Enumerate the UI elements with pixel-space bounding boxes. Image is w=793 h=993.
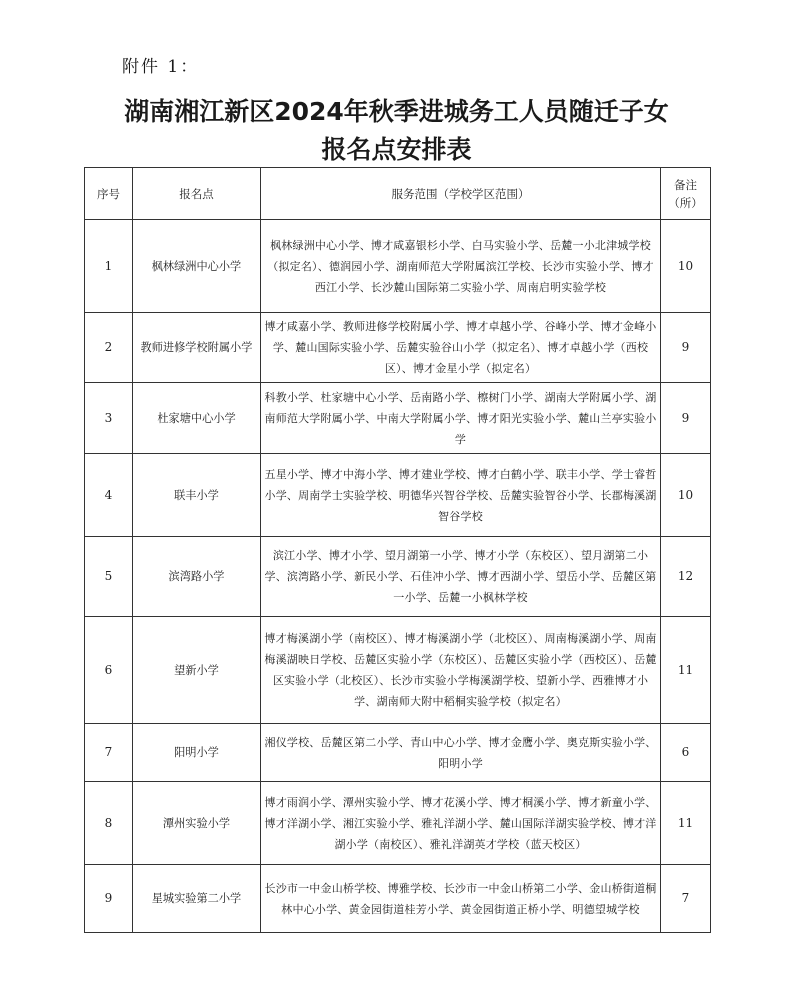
row-scope: 枫林绿洲中心小学、博才咸嘉银杉小学、白马实验小学、岳麓一小北津城学校（拟定名）、德润园小学、湖南师范大学附属滨江学校、长沙市实验小学、博才西江小学、长沙麓山国际第二实验小学、周南启明实验学校 <box>261 220 661 313</box>
row-index: 2 <box>85 313 133 383</box>
table-header-row <box>85 168 711 220</box>
table-row <box>85 724 711 782</box>
row-scope: 博才梅溪湖小学（南校区）、博才梅溪湖小学（北校区）、周南梅溪湖小学、周南梅溪湖映日学校、岳麓区实验小学（东校区）、岳麓区实验小学（西校区）、岳麓区实验小学（北校区）、长沙市实验小学梅溪湖学校、望新小学、西雅博才小学、湖南师大附中稻桐实验学校（拟定名） <box>261 617 661 724</box>
table-row <box>85 313 711 383</box>
row-site: 杜家塘中心小学 <box>133 383 261 454</box>
header-index: 序号 <box>85 168 133 220</box>
row-index: 1 <box>85 220 133 313</box>
header-scope: 服务范围（学校学区范围） <box>261 168 661 220</box>
table-row <box>85 383 711 454</box>
row-index: 9 <box>85 865 133 933</box>
table-row <box>85 537 711 617</box>
row-note: 11 <box>661 782 711 865</box>
row-site: 滨湾路小学 <box>133 537 261 617</box>
row-index: 4 <box>85 454 133 537</box>
table-row <box>85 454 711 537</box>
row-index: 6 <box>85 617 133 724</box>
row-note: 11 <box>661 617 711 724</box>
row-note: 9 <box>661 313 711 383</box>
row-site: 潭州实验小学 <box>133 782 261 865</box>
table-row <box>85 865 711 933</box>
row-site: 枫林绿洲中心小学 <box>133 220 261 313</box>
table-row <box>85 617 711 724</box>
document-title-line2: 报名点安排表 <box>321 135 472 164</box>
row-index: 7 <box>85 724 133 782</box>
row-index: 8 <box>85 782 133 865</box>
row-scope: 博才咸嘉小学、教师进修学校附属小学、博才卓越小学、谷峰小学、博才金峰小学、麓山国际实验小学、岳麓实验谷山小学（拟定名）、博才卓越小学（西校区）、博才金星小学（拟定名） <box>261 313 661 383</box>
attachment-label: 附件 1： <box>122 57 200 77</box>
row-note: 9 <box>661 383 711 454</box>
row-scope: 滨江小学、博才小学、望月湖第一小学、博才小学（东校区）、望月湖第二小学、滨湾路小学、新民小学、石佳冲小学、博才西湖小学、望岳小学、岳麓区第一小学、岳麓一小枫林学校 <box>261 537 661 617</box>
registration-table <box>84 167 711 933</box>
row-note: 7 <box>661 865 711 933</box>
row-scope: 五星小学、博才中海小学、博才建业学校、博才白鹤小学、联丰小学、学士睿哲小学、周南学士实验学校、明德华兴智谷学校、岳麓实验智谷小学、长郡梅溪湖智谷学校 <box>261 454 661 537</box>
row-note: 12 <box>661 537 711 617</box>
row-site: 星城实验第二小学 <box>133 865 261 933</box>
row-index: 5 <box>85 537 133 617</box>
row-note: 10 <box>661 220 711 313</box>
row-scope: 湘仪学校、岳麓区第二小学、青山中心小学、博才金鹰小学、奥克斯实验小学、阳明小学 <box>261 724 661 782</box>
row-site: 联丰小学 <box>133 454 261 537</box>
row-note: 10 <box>661 454 711 537</box>
row-site: 阳明小学 <box>133 724 261 782</box>
header-note: 备注（所） <box>661 168 711 220</box>
header-site: 报名点 <box>133 168 261 220</box>
row-site: 望新小学 <box>133 617 261 724</box>
table-row <box>85 220 711 313</box>
row-note: 6 <box>661 724 711 782</box>
row-scope: 科教小学、杜家塘中心小学、岳南路小学、檫树门小学、湖南大学附属小学、湖南师范大学附属小学、中南大学附属小学、博才阳光实验小学、麓山兰亭实验小学 <box>261 383 661 454</box>
row-index: 3 <box>85 383 133 454</box>
row-scope: 长沙市一中金山桥学校、博雅学校、长沙市一中金山桥第二小学、金山桥街道桐林中心小学、黄金园街道桂芳小学、黄金园街道正桥小学、明德望城学校 <box>261 865 661 933</box>
row-site: 教师进修学校附属小学 <box>133 313 261 383</box>
row-scope: 博才雨润小学、潭州实验小学、博才花溪小学、博才桐溪小学、博才新童小学、博才洋湖小学、湘江实验小学、雅礼洋湖小学、麓山国际洋湖实验学校、博才洋湖小学（南校区）、雅礼洋湖英才学校（蓝天校区） <box>261 782 661 865</box>
document-title-line1: 湖南湘江新区2024年秋季进城务工人员随迁子女 <box>124 97 669 126</box>
table-row <box>85 782 711 865</box>
